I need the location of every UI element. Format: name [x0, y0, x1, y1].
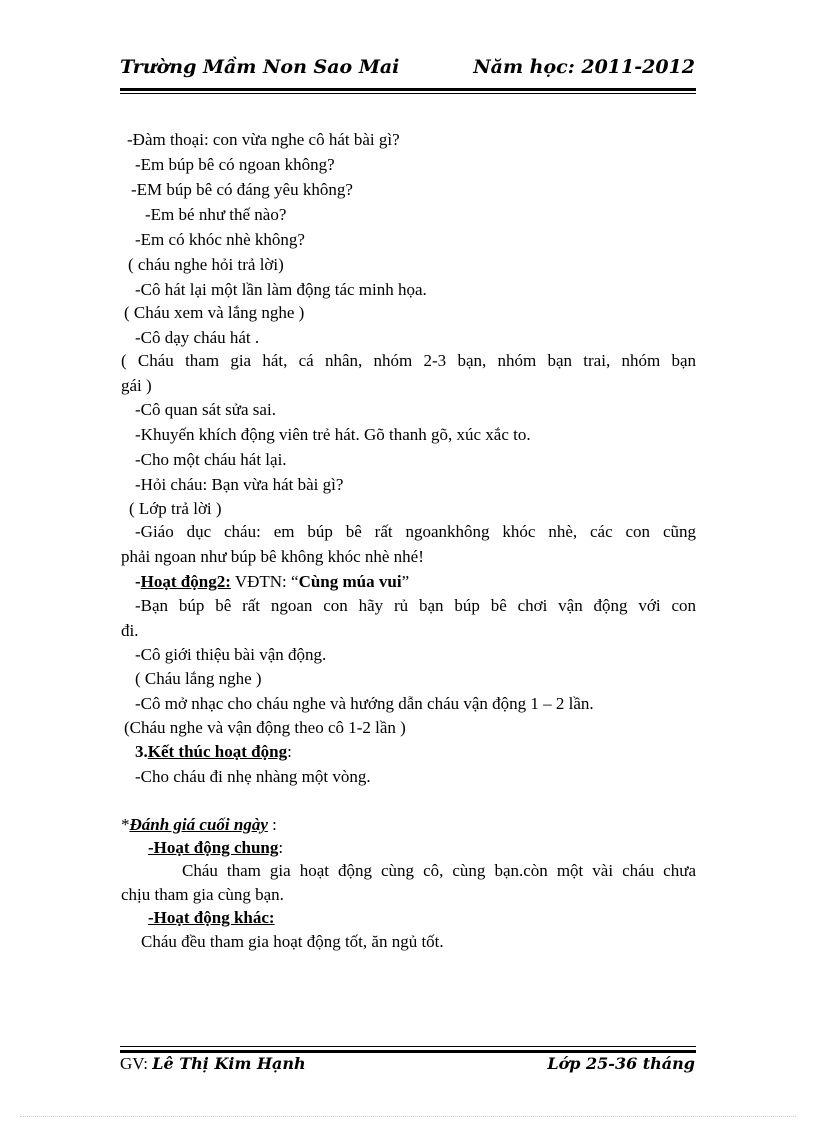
- section-number: 3.: [135, 742, 148, 761]
- other-activity-heading: -Hoạt động khác:: [148, 908, 275, 927]
- class-name: Lớp 25-36 tháng: [547, 1054, 695, 1073]
- text-line: gái ): [121, 376, 152, 395]
- text-line: -Cô hát lại một lần làm động tác minh họa.: [135, 280, 427, 299]
- text-line: (Cháu nghe và vận động theo cô 1-2 lần ): [124, 718, 406, 737]
- footer-rule-thin: [120, 1046, 696, 1047]
- text-line: đi.: [121, 621, 139, 640]
- text-line: ( Cháu tham gia hát, cá nhân, nhóm 2-3 bạn, nhóm bạn trai, nhóm bạn: [121, 351, 696, 370]
- song-title: Cùng múa vui: [298, 572, 402, 591]
- general-activity-line: [148, 838, 283, 858]
- text-line: -Em búp bê có ngoan không?: [135, 155, 335, 174]
- text-line: -Em bé như thế nào?: [145, 205, 287, 224]
- asterisk: *: [121, 815, 130, 834]
- other-activity-line: [148, 908, 275, 928]
- school-name: Trường Mầm Non Sao Mai: [120, 56, 400, 78]
- text-line: Cháu đều tham gia hoạt động tốt, ăn ngủ tốt.: [141, 932, 444, 951]
- text-line: -Cô giới thiệu bài vận động.: [135, 645, 327, 664]
- text-line: phải ngoan như búp bê không khóc nhè nhé!: [121, 547, 424, 566]
- activity-2-line: [135, 572, 409, 592]
- general-activity-heading: -Hoạt động chung: [148, 838, 279, 857]
- text-line: -Cho một cháu hát lại.: [135, 450, 287, 469]
- text-line: ( cháu nghe hỏi trả lời): [128, 255, 284, 274]
- page-bottom-dots: [20, 1116, 796, 1117]
- header-rule-thick: [120, 88, 696, 91]
- text-line: chịu tham gia cùng bạn.: [121, 885, 284, 904]
- text-line: ( Cháu lắng nghe ): [135, 669, 262, 688]
- text-line: -Cho cháu đi nhẹ nhàng một vòng.: [135, 767, 371, 786]
- text-line: Cháu tham gia hoạt động cùng cô, cùng bạn.còn một vài cháu chưa: [182, 861, 696, 880]
- evaluation-heading-line: [121, 815, 277, 835]
- text-line: -Giáo dục cháu: em búp bê rất ngoankhông khóc nhè, các con cũng: [135, 522, 696, 541]
- text-line: -Đàm thoại: con vừa nghe cô hát bài gì?: [127, 130, 400, 149]
- activity-2-label: VĐTN: “: [230, 572, 299, 591]
- text-line: -Bạn búp bê rất ngoan con hãy rủ bạn búp bê chơi vận động với con: [135, 596, 696, 615]
- evaluation-heading: Đánh giá cuối ngày: [129, 815, 268, 834]
- dash: -: [135, 572, 141, 591]
- text-line: -Hỏi cháu: Bạn vừa hát bài gì?: [135, 475, 344, 494]
- page-footer: [120, 1054, 695, 1080]
- page-header: [120, 56, 695, 84]
- text-line: -Cô mở nhạc cho cháu nghe và hướng dẫn cháu vận động 1 – 2 lần.: [135, 694, 594, 713]
- text-line: ( Lớp trả lời ): [129, 499, 222, 518]
- text-line: ( Cháu xem và lắng nghe ): [124, 303, 305, 322]
- footer-rule-thick: [120, 1050, 696, 1053]
- section-3-heading: Kết thúc hoạt động: [147, 742, 288, 761]
- closing-quote: ”: [401, 572, 410, 591]
- text-line: -Cô quan sát sửa sai.: [135, 400, 276, 419]
- text-line: -EM búp bê có đáng yêu không?: [131, 180, 353, 199]
- text-line: -Khuyến khích động viên trẻ hát. Gõ thanh gõ, xúc xắc to.: [135, 425, 531, 444]
- text-line: -Cô dạy cháu hát .: [135, 328, 260, 347]
- header-rule-thin: [120, 93, 696, 94]
- activity-2-heading: Hoạt động2:: [140, 572, 231, 591]
- teacher-info: [120, 1054, 306, 1074]
- teacher-name: Lê Thị Kim Hạnh: [152, 1054, 306, 1073]
- section-3-line: [135, 742, 292, 762]
- colon: :: [287, 742, 292, 761]
- colon: :: [267, 815, 277, 834]
- teacher-label: GV:: [120, 1054, 153, 1073]
- colon: :: [278, 838, 284, 857]
- text-line: -Em có khóc nhè không?: [135, 230, 305, 249]
- school-year: Năm học: 2011-2012: [473, 56, 695, 78]
